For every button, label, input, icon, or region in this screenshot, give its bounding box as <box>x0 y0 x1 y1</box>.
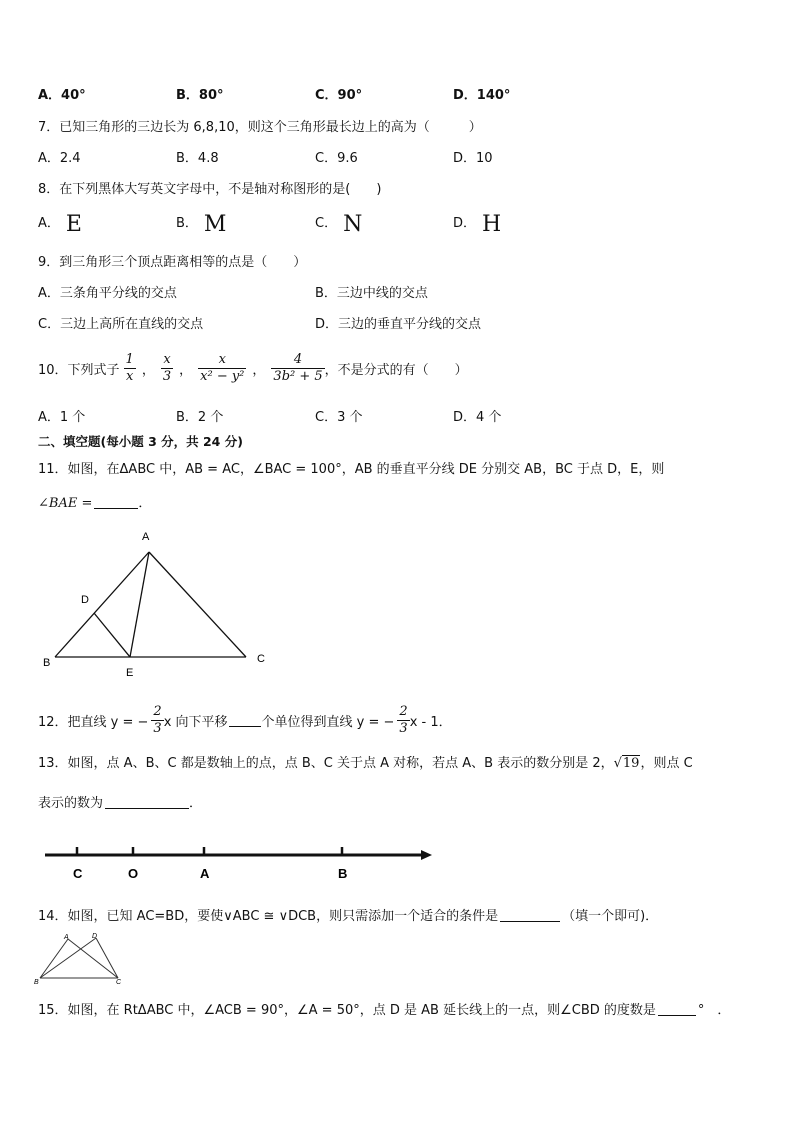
q10-f4-denominator: 3b² + 5 <box>273 368 323 384</box>
q15-text: 15．如图，在 RtΔABC 中，∠ACB = 90°，∠A = 50°，点 D 是 AB 延长线上的一点，则∠CBD 的度数是 <box>38 1003 656 1018</box>
q15-tail: ° ． <box>697 1003 731 1018</box>
q6-option-c: C．90° <box>315 88 363 103</box>
q10-f2-denominator: 3 <box>162 368 172 384</box>
q11-label-e: E <box>126 667 134 678</box>
q14-label-b: B <box>34 979 39 986</box>
q14-label-c: C <box>116 979 122 986</box>
q11-answer-blank[interactable] <box>94 496 138 509</box>
q10-f3-denominator: x² − y² <box>200 368 245 384</box>
q12-fraction-2 <box>397 704 409 737</box>
q10-option-d: D．4 个 <box>453 410 502 425</box>
q15-answer-blank[interactable] <box>658 1003 696 1016</box>
q9-option-a: A．三条角平分线的交点 <box>38 286 177 301</box>
q14-figure <box>32 930 132 986</box>
q7-option-b: B．4.8 <box>176 151 219 166</box>
q11-segment-ac <box>149 552 246 657</box>
q14-label-d: D <box>92 933 98 940</box>
q7-stem: 7．已知三角形的三边长为 6,8,10，则这个三角形最长边上的高为（ ） <box>38 120 482 135</box>
q13-axis-arrow <box>421 850 432 860</box>
q14-text: 14．如图，已知 AC=BD，要使∨ABC ≅ ∨DCB，则只需添加一个适合的条件是 <box>38 909 499 924</box>
q13-label-b: B <box>338 866 348 881</box>
q8-option-b-label: B． <box>176 216 198 231</box>
q11-segment-ba <box>55 552 149 657</box>
q7-option-c: C．9.6 <box>315 151 358 166</box>
q8-option-d <box>453 212 501 237</box>
q8-letter-n: N <box>343 212 363 237</box>
q8-option-c <box>315 212 362 237</box>
q12-f1-numerator: 2 <box>153 703 162 719</box>
q10-f2-numerator: x <box>161 352 173 369</box>
q10-tail: ，不是分式的有（ ） <box>324 362 468 378</box>
q10-option-a: A．1 个 <box>38 410 86 425</box>
q14-line <box>38 905 658 924</box>
q14-tail: （填一个即可)． <box>562 909 659 924</box>
q12-part4: x - 1． <box>409 714 452 730</box>
q6-option-a: A．40° <box>38 88 86 103</box>
q12-answer-blank[interactable] <box>229 714 261 727</box>
q8-letter-h: H <box>482 212 502 237</box>
q13-label-a: A <box>200 866 210 881</box>
q10-f4-numerator: 4 <box>271 352 324 369</box>
q10-stem: 10．下列式子 $\frac{1}{x}$ ， $\frac{x}{3}$ ， $\frac{x}{\text{x² − y²}}$ ， $\frac{4}{\text{3b² + 5}}$ ，不是分式的有（ ） <box>38 351 468 384</box>
q9-stem: 9．到三角形三个顶点距离相等的点是（ ） <box>38 255 307 270</box>
q11-label-c: C <box>257 653 265 665</box>
q8-option-a-label: A． <box>38 216 60 231</box>
section-heading-fill-in: 二、填空题(每小题 3 分，共 24 分) <box>38 434 243 449</box>
q14-segment-ba <box>40 939 68 978</box>
q13-number-line <box>38 838 438 884</box>
q8-option-a <box>38 212 82 237</box>
q10-option-b: B．2 个 <box>176 410 224 425</box>
q10-fraction-3 <box>198 352 246 385</box>
q12-part2: x 向下平移 <box>163 714 228 730</box>
q8-option-b <box>176 212 226 237</box>
q14-label-a: A <box>64 934 69 941</box>
q8-option-d-label: D． <box>453 216 477 231</box>
q9-option-d: D．三边的垂直平分线的交点 <box>315 317 482 332</box>
q13-line2 <box>38 792 202 811</box>
q15-line <box>38 999 730 1018</box>
q10-fraction-2 <box>161 352 173 385</box>
q10-lead: 10．下列式子 <box>38 362 120 378</box>
q11-label-d: D <box>81 594 89 606</box>
q10-f1-denominator: x <box>126 368 134 384</box>
q7-option-d: D．10 <box>453 151 493 166</box>
q12-f2-denominator: 3 <box>399 720 408 736</box>
q11-angle-bae: ∠BAE = <box>38 496 93 511</box>
q12-f2-numerator: 2 <box>399 703 408 719</box>
q13-line2-text: 表示的数为 <box>38 796 104 811</box>
q10-fraction-1 <box>124 352 136 385</box>
q12-part3: 个单位得到直线 y = − <box>261 714 395 730</box>
q14-answer-blank[interactable] <box>500 909 560 922</box>
q13-line1-text: 13．如图，点 A、B、C 都是数轴上的点，点 B、C 关于点 A 对称，若点 A、B 表示的数分别是 2， <box>38 756 614 771</box>
q13-sqrt-value: 19 <box>622 756 640 771</box>
q7-option-a: A．2.4 <box>38 151 81 166</box>
q13-line1: 13．如图，点 A、B、C 都是数轴上的点，点 B、C 关于点 A 对称，若点 A、B 表示的数分别是 2，√19，则点 C <box>38 756 693 771</box>
q11-period: ． <box>138 496 152 511</box>
q9-option-b: B．三边中线的交点 <box>315 286 428 301</box>
q14-segment-dc <box>96 938 118 978</box>
q10-f3-numerator: x <box>198 352 246 369</box>
q12-fraction-1 <box>151 704 163 737</box>
q10-fraction-4 <box>271 352 324 385</box>
q13-period: ． <box>189 796 203 811</box>
q13-label-o: O <box>128 866 139 881</box>
q11-line1: 11．如图，在ΔABC 中，AB = AC，∠BAC = 100°，AB 的垂直平分线 DE 分别交 AB，BC 于点 D，E，则 <box>38 462 665 477</box>
q13-answer-blank[interactable] <box>105 796 189 809</box>
q14-segment-bd <box>40 938 96 978</box>
q11-line2 <box>38 492 151 511</box>
q12-f1-denominator: 3 <box>153 720 162 736</box>
q8-letter-e: E <box>65 212 82 237</box>
q12-part1: 12．把直线 y = − <box>38 714 149 730</box>
q10-option-c: C．3 个 <box>315 410 363 425</box>
q6-option-d: D．140° <box>453 88 511 103</box>
q11-label-b: B <box>43 657 51 669</box>
q11-triangle-figure <box>38 528 278 678</box>
q14-segment-ac <box>68 939 118 978</box>
q8-stem: 8．在下列黑体大写英文字母中，不是轴对称图形的是( ) <box>38 182 382 197</box>
q8-letter-m: M <box>203 212 227 237</box>
q13-line1-tail: ，则点 C <box>640 756 693 771</box>
q10-f1-numerator: 1 <box>125 351 134 367</box>
q9-option-c: C．三边上高所在直线的交点 <box>38 317 204 332</box>
q8-option-c-label: C． <box>315 216 338 231</box>
q13-label-c: C <box>73 866 83 881</box>
q11-segment-ae <box>130 552 149 657</box>
q6-option-b: B．80° <box>176 88 224 103</box>
q12-line <box>38 700 452 740</box>
q11-label-a: A <box>142 531 150 543</box>
q11-segment-de <box>94 613 130 657</box>
